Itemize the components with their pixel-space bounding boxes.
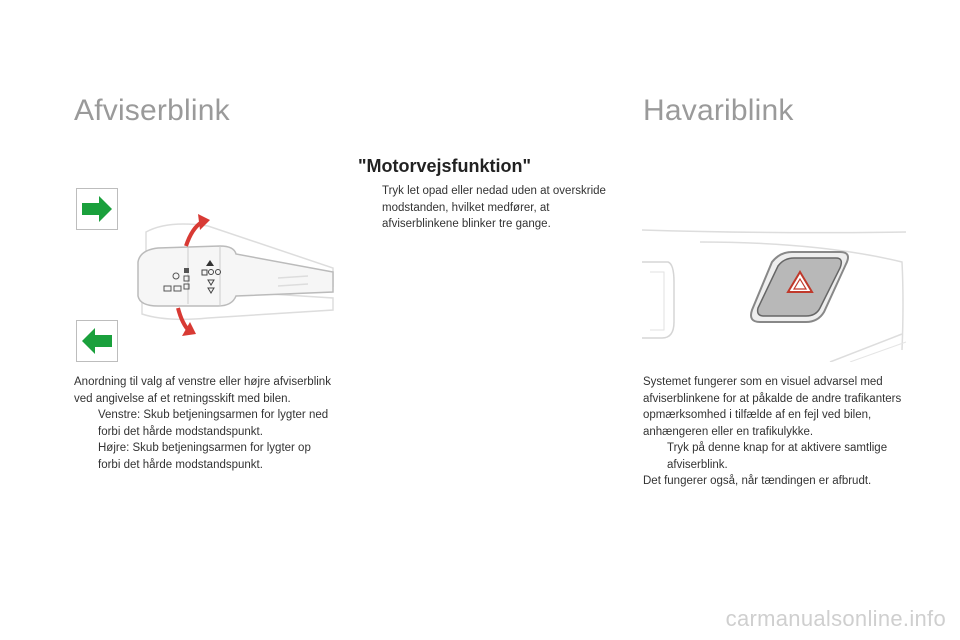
bullet-text: Tryk let opad eller nedad uden at overskride modstanden, hvilket medfører, at afviserblinkene blinker tre gange. xyxy=(382,185,606,230)
watermark: carmanualsonline.info xyxy=(725,606,946,631)
left-turn-indicator xyxy=(76,320,118,362)
hazard-button-illustration xyxy=(640,222,910,362)
light-stalk-illustration xyxy=(128,210,338,340)
afviserblink-title: Afviserblink xyxy=(74,94,230,127)
havariblink-outro: Det fungerer også, når tændingen er afbrudt. xyxy=(643,475,872,487)
afviserblink-intro: Anordning til valg af venstre eller højre afviserblink ved angivelse af et retningsskift med bilen. xyxy=(74,376,331,405)
afviserblink-text xyxy=(74,374,334,473)
venstre-bullet xyxy=(74,407,334,440)
motorvej-text xyxy=(358,183,620,233)
motorvejsfunktion-title: "Motorvejsfunktion" xyxy=(358,156,532,176)
bullet-text: Højre: Skub betjeningsarmen for lygter op forbi det hårde modstandspunkt. xyxy=(98,442,311,471)
havariblink-intro: Systemet fungerer som en visuel advarsel med afviserblinkene for at påkalde de andre trafikanters opmærksomhed i tilfælde af en fejl ved bilen, anhængeren eller en trafikulykke. xyxy=(643,376,902,438)
havariblink-title: Havariblink xyxy=(643,94,794,127)
hojre-bullet xyxy=(74,440,334,473)
arrow-left-icon xyxy=(77,321,117,361)
arrow-right-icon xyxy=(77,189,117,229)
havariblink-bullet xyxy=(643,440,913,473)
havariblink-text xyxy=(643,374,913,490)
bullet-text: Venstre: Skub betjeningsarmen for lygter ned forbi det hårde modstandspunkt. xyxy=(98,409,329,438)
bullet-text: Tryk på denne knap for at aktivere samtlige afviserblink. xyxy=(667,442,888,471)
motorvej-bullet xyxy=(358,183,620,233)
right-turn-indicator xyxy=(76,188,118,230)
